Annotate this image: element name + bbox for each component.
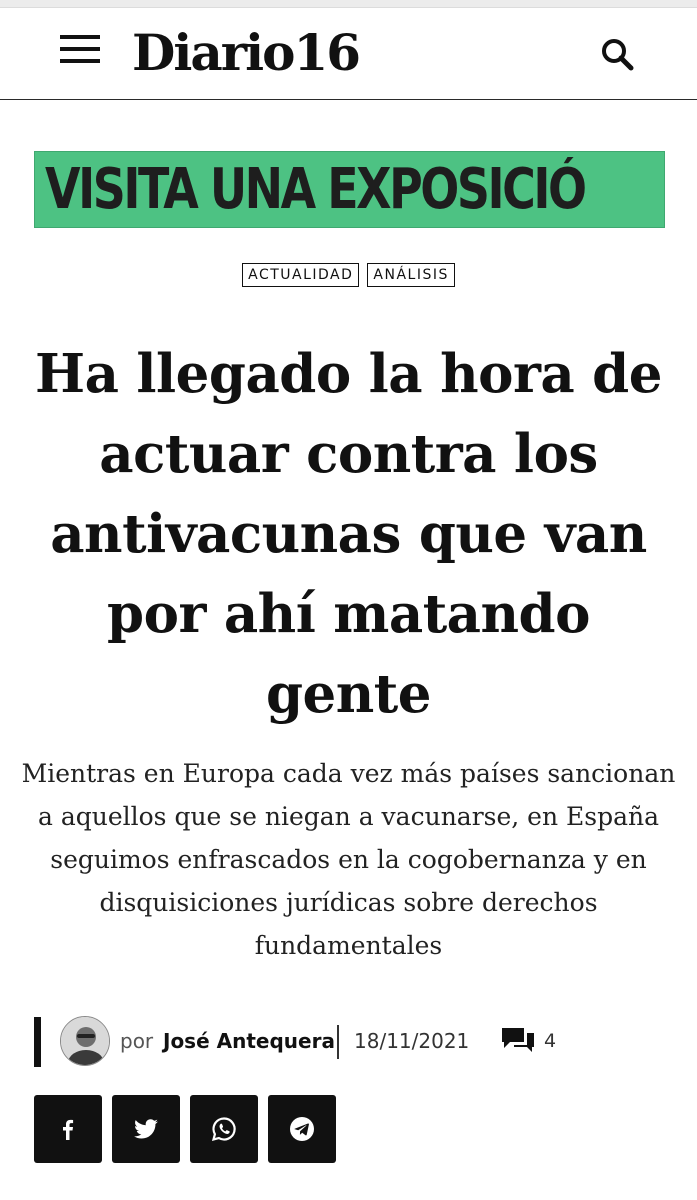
twitter-icon <box>133 1116 159 1142</box>
ad-banner-text: VISITA UNA EXPOSICIÓ <box>45 157 585 222</box>
telegram-icon <box>289 1116 315 1142</box>
category-tags <box>0 263 697 287</box>
author-avatar[interactable] <box>60 1016 110 1066</box>
search-icon[interactable] <box>598 35 638 75</box>
site-header <box>0 9 697 100</box>
share-telegram-button[interactable] <box>268 1095 336 1163</box>
byline-divider <box>337 1025 339 1059</box>
menu-line <box>60 47 100 51</box>
byline-accent-bar <box>34 1017 41 1067</box>
facebook-icon <box>55 1116 81 1142</box>
article-headline: Ha llegado la hora de actuar contra los antivacunas que van por ahí matando gente <box>35 343 662 725</box>
menu-line <box>60 59 100 63</box>
publish-date: 18/11/2021 <box>354 1029 470 1053</box>
ad-banner[interactable] <box>34 151 665 228</box>
site-logo[interactable]: Diario16 <box>132 23 360 82</box>
comments-icon <box>500 1026 536 1054</box>
article-subtitle: Mientras en Europa cada vez más países sancionan a aquellos que se niegan a vacunarse, en España seguimos enfrascados en la cogobernanza y en disquisiciones jurídicas sobre derechos fundamentales <box>21 759 676 960</box>
tag-analisis[interactable]: ANÁLISIS <box>367 263 454 287</box>
hamburger-menu-icon[interactable] <box>60 35 100 65</box>
tag-actualidad[interactable]: ACTUALIDAD <box>242 263 359 287</box>
whatsapp-icon <box>211 1116 237 1142</box>
menu-line <box>60 35 100 39</box>
author-name-link[interactable]: José Antequera <box>163 1029 335 1053</box>
share-facebook-button[interactable] <box>34 1095 102 1163</box>
share-whatsapp-button[interactable] <box>190 1095 258 1163</box>
share-twitter-button[interactable] <box>112 1095 180 1163</box>
article-byline <box>34 1015 674 1069</box>
byline-prefix: por <box>120 1029 154 1053</box>
top-edge <box>0 0 697 8</box>
comment-count: 4 <box>544 1030 557 1052</box>
